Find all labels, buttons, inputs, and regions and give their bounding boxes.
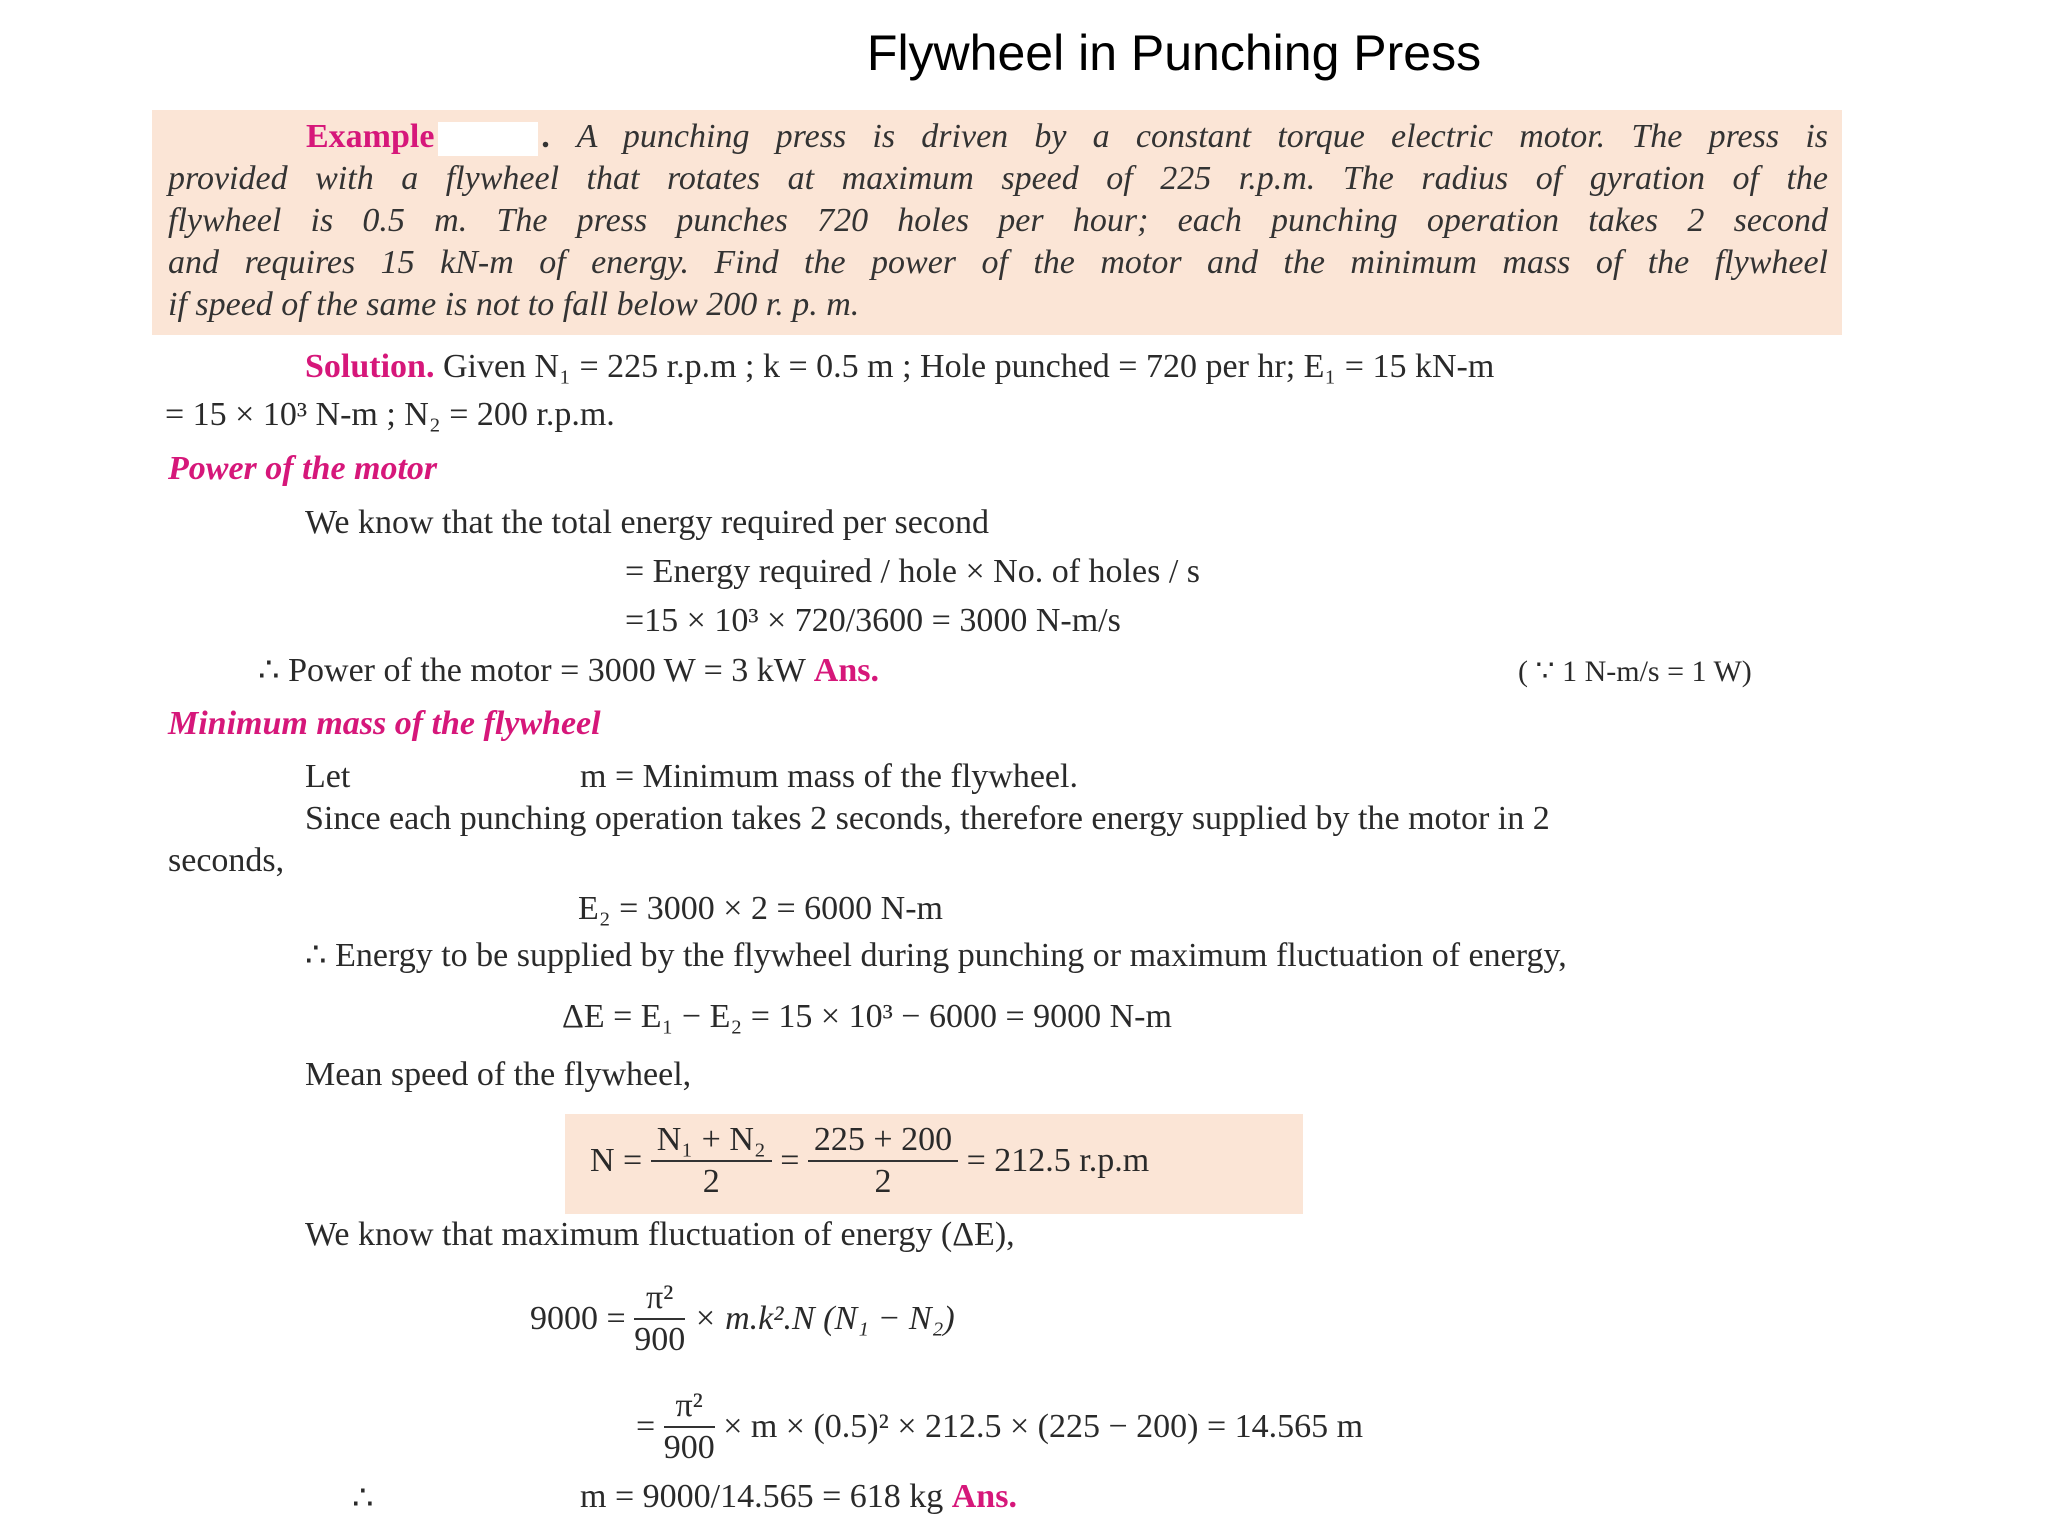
since-line-1: Since each punching operation takes 2 seconds, therefore energy supplied by the motor in 2: [305, 800, 1550, 837]
example-line-2: provided with a flywheel that rotates at maximum speed of 225 r.p.m. The radius of gyration of the: [168, 160, 1828, 197]
power-intro: We know that the total energy required per second: [305, 504, 989, 541]
let-definition: m = Minimum mass of the flywheel.: [580, 758, 1078, 795]
let-label: Let: [305, 758, 351, 795]
mean-speed-intro: Mean speed of the flywheel,: [305, 1056, 692, 1093]
example-line-1: Example . A punching press is driven by a constant torque electric motor. The press is: [306, 118, 1828, 155]
fluctuation-intro: We know that maximum fluctuation of energy (ΔE),: [305, 1216, 1015, 1253]
solution-line-1: Solution. Given N₁ = 225 r.p.m ; k = 0.5 m ; Hole punched = 720 per hr; E₁ = 15 kN-m: [305, 348, 1495, 385]
fluctuation-equation-1: 9000 = $\frac{\text{π²}}{900}$ × m.k².N (N₁ − N₂): [530, 1279, 955, 1358]
since-line-2: seconds,: [168, 842, 285, 879]
example-line-4: and requires 15 kN-m of energy. Find the power of the motor and the minimum mass of the flywheel: [168, 244, 1828, 281]
example-line-3: flywheel is 0.5 m. The press punches 720 holes per hour; each punching operation takes 2 second: [168, 202, 1828, 239]
final-therefore: ∴: [352, 1480, 374, 1517]
power-unit-note: ( ∵ 1 N-m/s = 1 W): [1518, 655, 1752, 688]
pi-fraction-2: $\frac{\text{π²}}{900}$: [663, 1387, 715, 1466]
power-heading: Power of the motor: [168, 450, 438, 487]
fluctuation-equation-2: = $\frac{\text{π²}}{900}$ × m × (0.5)² × 212.5 × (225 − 200) = 14.565 m: [636, 1387, 1364, 1466]
mean-speed-equation: N = $\frac{\text{N₁ + N₂}}{2}$ = $\frac{225 + 200}{2}$ = 212.5 r.p.m: [590, 1121, 1150, 1200]
solution-label: Solution.: [305, 348, 435, 385]
power-ans: Ans.: [813, 652, 879, 689]
slide-title: Flywheel in Punching Press: [866, 25, 1482, 81]
solution-line-2: = 15 × 10³ N-m ; N₂ = 200 r.p.m.: [165, 396, 615, 433]
mean-fraction-2: $\frac{225 + 200}{2}$: [808, 1120, 958, 1202]
power-step-1: = Energy required / hole × No. of holes / s: [625, 553, 1200, 590]
delta-e-equation: ΔE = E₁ − E₂ = 15 × 10³ − 6000 = 9000 N-m: [562, 998, 1172, 1035]
power-step-2: =15 × 10³ × 720/3600 = 3000 N-m/s: [625, 602, 1121, 639]
therefore-line: ∴ Energy to be supplied by the flywheel during punching or maximum fluctuation of energy,: [305, 937, 1567, 974]
example-text: [168, 116, 1828, 326]
example-line-5: if speed of the same is not to fall below 200 r. p. m.: [168, 286, 860, 323]
mass-heading: Minimum mass of the flywheel: [168, 705, 601, 742]
example-label: Example: [306, 118, 435, 155]
final-mass-equation: m = 9000/14.565 = 618 kg Ans.: [580, 1478, 1017, 1515]
final-ans: Ans.: [951, 1478, 1017, 1515]
pi-fraction-1: $\frac{\text{π²}}{900}$: [634, 1279, 686, 1358]
example-number-blank: [438, 122, 538, 156]
mean-fraction-1: $\frac{\text{N₁ + N₂}}{2}$: [651, 1120, 772, 1202]
e2-equation: E₂ = 3000 × 2 = 6000 N-m: [578, 890, 943, 927]
power-result: ∴ Power of the motor = 3000 W = 3 kW Ans.: [258, 652, 879, 689]
